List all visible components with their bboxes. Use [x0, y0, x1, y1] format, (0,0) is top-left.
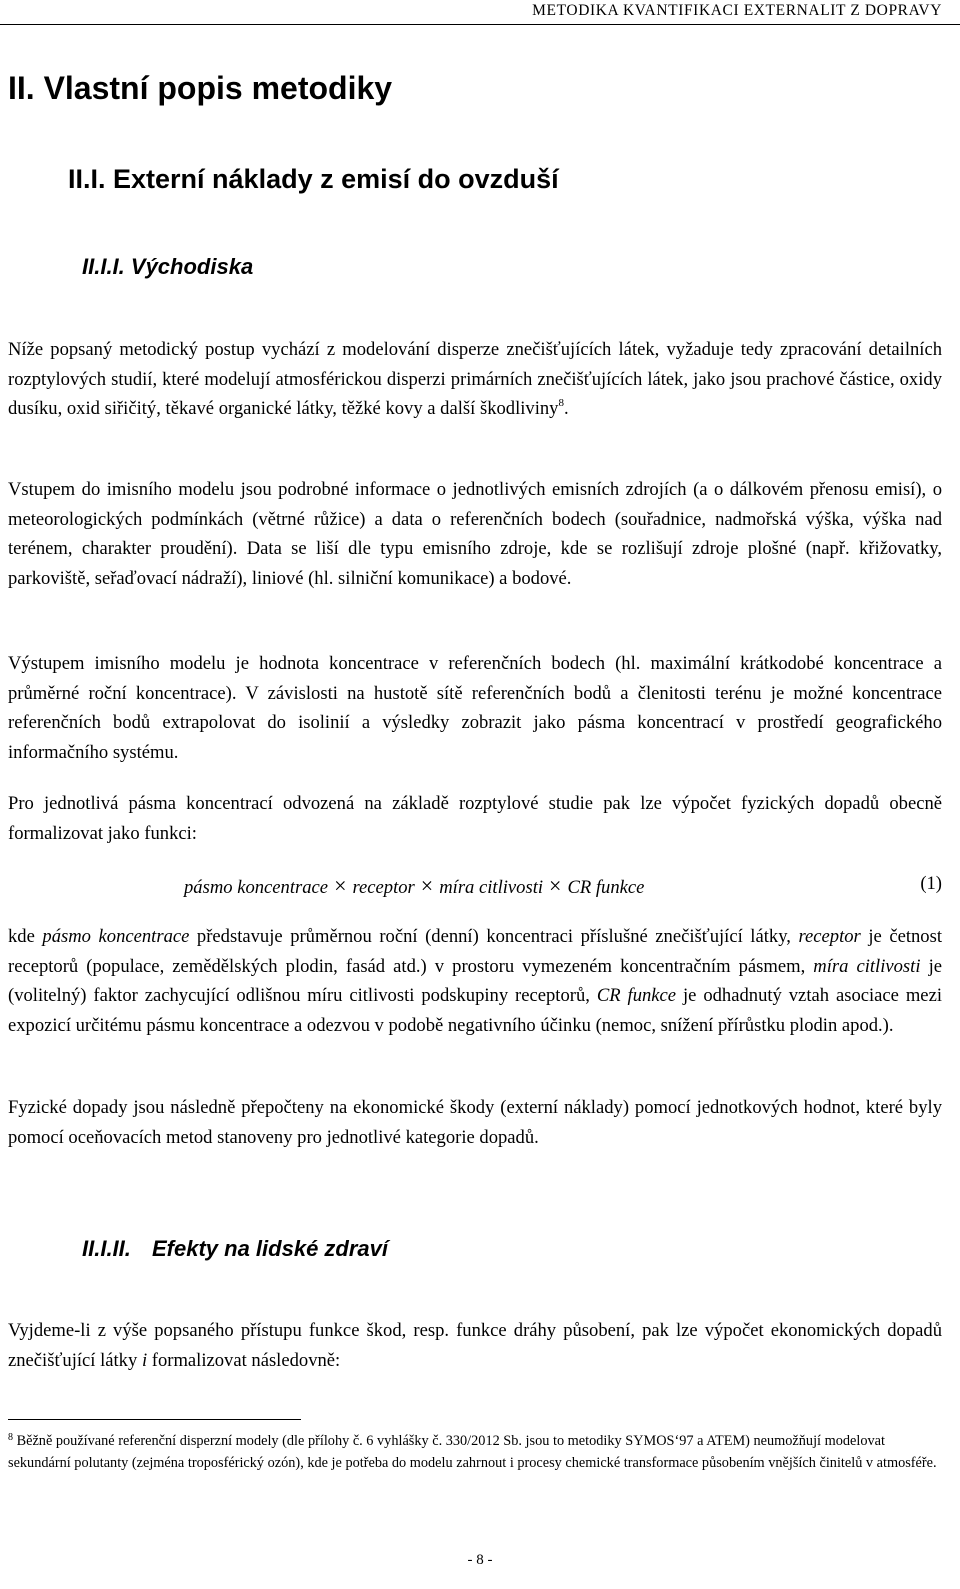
definitions-text: kde [8, 926, 43, 947]
multiply-sign: × [334, 873, 347, 898]
header-rule [0, 24, 960, 25]
paragraph-physical: Fyzické dopady jsou následně přepočteny na ekonomické škody (externí náklady) pomocí jednotkových hodnot, které byly pomocí oceňovacích metod stanoveny pro jednotlivé kategorie dopadů. [8, 1097, 942, 1148]
chapter-heading: II. Vlastní popis metodiky [8, 70, 393, 106]
equation-number: (1) [920, 873, 942, 894]
running-header: METODIKA KVANTIFIKACI EXTERNALIT Z DOPRAVY [532, 2, 942, 19]
paragraph-intro [8, 335, 942, 424]
subsection-number: II.I.II. [82, 1236, 131, 1261]
section-heading: II.I. Externí náklady z emisí do ovzduší [68, 164, 559, 194]
paragraph-definitions [8, 922, 942, 1040]
subsection-heading-health [82, 1236, 388, 1262]
paragraph-input: Vstupem do imisního modelu jsou podrobné informace o jednotlivých emisních zdrojích (a o dálkovém přenosu emisí), o meteorologických podmínkách (větrné růžice) a data o referenčních bodech (souřadnice, nadmořská výška, výška nad terénem, charakter proudění). Data se liší dle typu emisního zdroje, kde se rozlišují zdroje plošné (např. křižovatky, parkoviště, seřaďovací nádraží), liniové (hl. silniční komunikace) a bodové. [8, 479, 942, 589]
subsection-title: Efekty na lidské zdraví [152, 1236, 388, 1261]
equation-term-zone: pásmo koncentrace [184, 877, 329, 898]
paragraph-damage [8, 1316, 942, 1375]
multiply-sign: × [420, 873, 434, 898]
damage-text: Vyjdeme-li z výše popsaného přístupu funkce škod, resp. funkce dráhy působení, pak lze výpočet ekonomických dopadů znečišťující látky [8, 1320, 942, 1371]
definitions-text: je odhadnutý vztah asociace mezi expozicí určitému pásmu koncentrace a odezvou v podobě negativního účinku (nemoc, snížení přírůstku plodin apod.). [8, 985, 942, 1036]
multiply-sign: × [549, 873, 562, 898]
footnote-text: Běžně používané referenční disperzní modely (dle přílohy č. 6 vyhlášky č. 330/2012 Sb. jsou to metodiky SYMOS‘97 a ATEM) neumožňují modelovat sekundární polutanty (zejména troposférický ozón), kde je potřeba do modelu zahrnout i procesy chemické transformace působením vnějších činitelů v atmosféře. [8, 1433, 937, 1471]
footnote-mark: 8 [8, 1432, 13, 1443]
term-zone: pásmo koncentrace [42, 926, 190, 947]
footnote [8, 1431, 942, 1474]
paragraph-output: Výstupem imisního modelu je hodnota koncentrace v referenčních bodech (hl. maximální krátkodobé koncentrace a průměrné roční koncentrace). V závislosti na hustotě sítě referenčních bodů a členitosti terénu je možné koncentrace referenčních bodů extrapolovat do isolinií a výsledky zobrazit jako pásma koncentrací v prostředí geografického informačního systému. [8, 653, 942, 763]
equation-formula [184, 873, 644, 899]
variable-i: i [141, 1349, 148, 1371]
footnote-rule [8, 1419, 301, 1420]
footnote-reference: 8 [558, 397, 564, 409]
term-cr-function: CR funkce [596, 985, 677, 1006]
term-receptor: receptor [798, 926, 861, 947]
definitions-text: je (volitelný) faktor zachycující odlišnou míru citlivosti podskupiny receptorů, [8, 955, 942, 1006]
equation-term-receptor: receptor [352, 877, 415, 898]
term-sensitivity: míra citlivosti [813, 955, 921, 977]
paragraph-intro-text: Níže popsaný metodický postup vychází z modelování disperze znečišťujících látek, vyžaduje tedy zpracování detailních rozptylových studií, které modelují atmosférickou disperzi primárních znečišťujících látek, jako jsou prachové částice, oxidy dusíku, oxid siřičitý, těkavé organické látky, těžké kovy a další škodliviny [8, 339, 942, 419]
subsection-heading: II.I.I. Východiska [82, 254, 254, 279]
page-number: - 8 - [467, 1552, 493, 1568]
paragraph-intro-end: . [563, 398, 569, 419]
definitions-text: představuje průměrnou roční (denní) koncentraci příslušné znečišťující látky, [189, 926, 799, 947]
paragraph-function: Pro jednotlivá pásma koncentrací odvozená na základě rozptylové studie pak lze výpočet fyzických dopadů obecně formalizovat jako funkci: [8, 793, 942, 844]
equation-term-cr: CR funkce [567, 877, 645, 898]
equation-term-sensitivity: míra citlivosti [439, 877, 544, 898]
damage-text: formalizovat následovně: [147, 1349, 341, 1371]
definitions-text: je četnost receptorů (populace, zemědělských plodin, fasád atd.) v prostoru vymezeném koncentračním pásmem, [8, 926, 942, 977]
